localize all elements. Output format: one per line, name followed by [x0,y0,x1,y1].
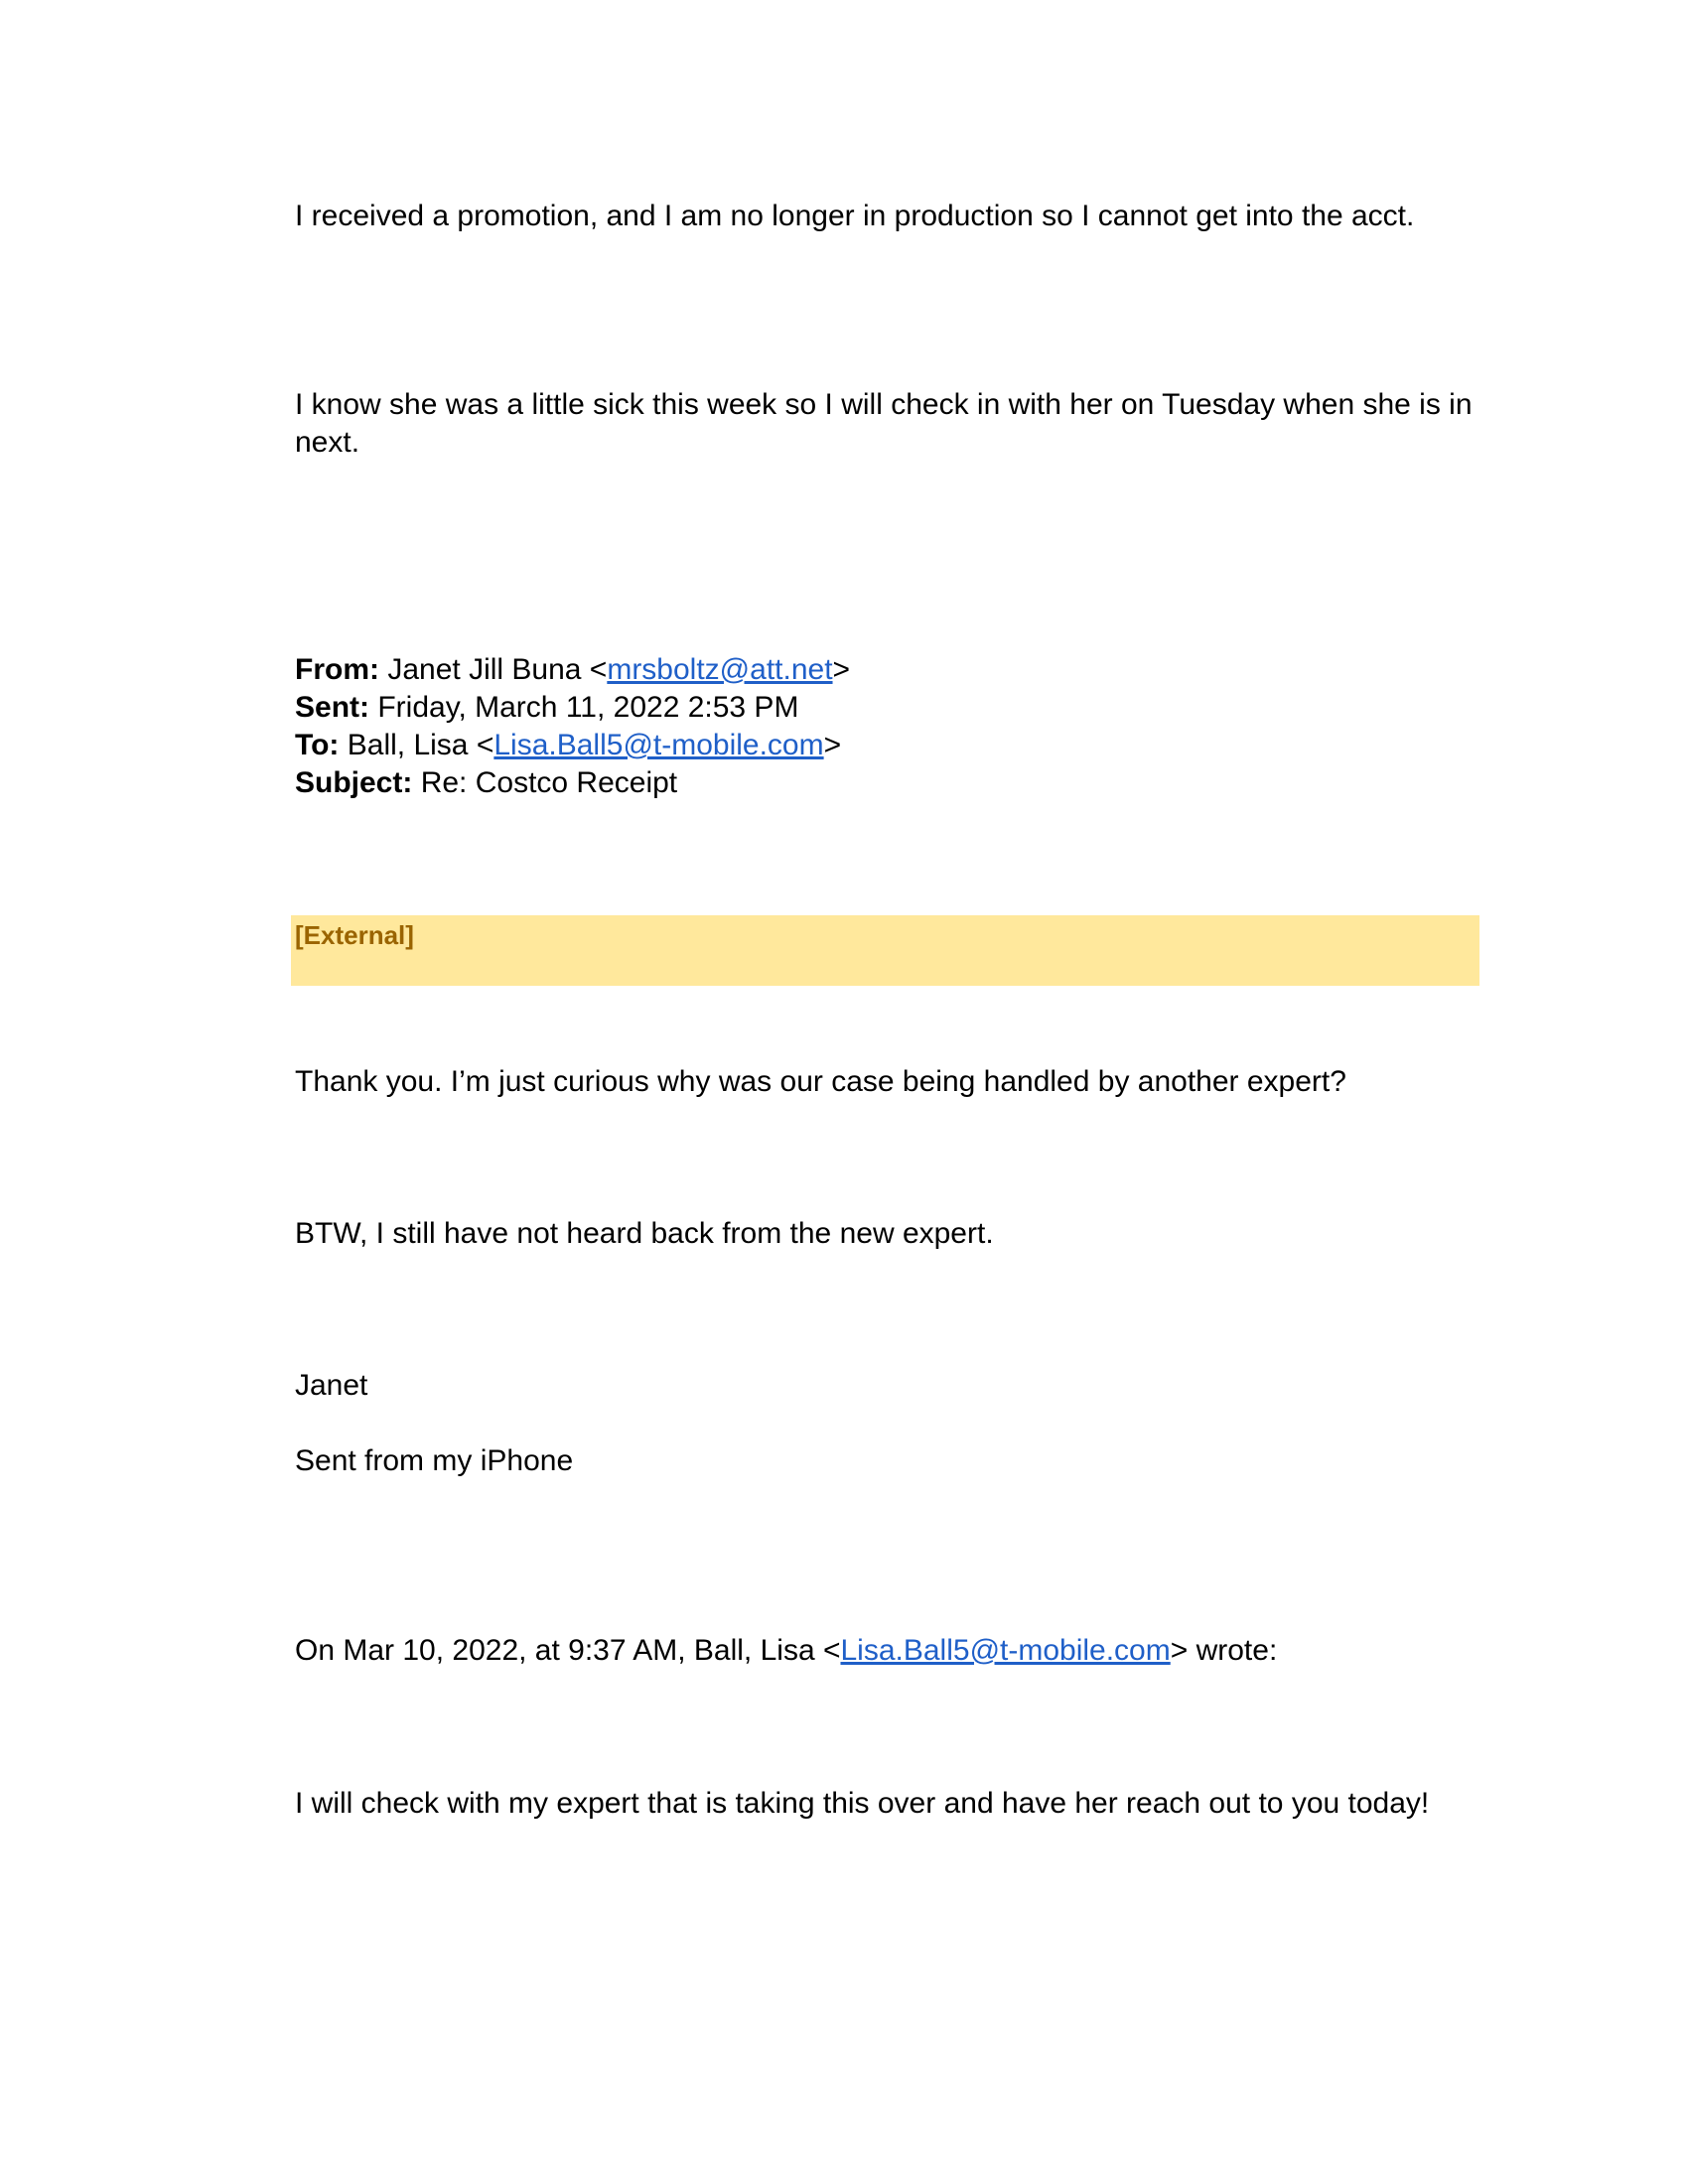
sent-value: Friday, March 11, 2022 2:53 PM [377,691,799,724]
message-line-btw: BTW, I still have not heard back from the new expert. [295,1217,994,1250]
from-label: From: [295,653,379,686]
quoted-intro-prefix: On Mar 10, 2022, at 9:37 AM, Ball, Lisa < [295,1634,841,1667]
sent-line [295,689,1486,727]
quoted-intro [295,1632,1486,1670]
quoted-body: I will check with my expert that is taking this over and have her reach out to you today! [295,1787,1430,1820]
quoted-intro-suffix: > wrote: [1170,1634,1278,1667]
from-close: > [832,653,851,686]
from-email-link[interactable]: mrsboltz@att.net [607,653,833,686]
subject-value: Re: Costco Receipt [420,766,678,799]
to-line [295,727,1486,764]
to-name: Ball, Lisa < [347,729,494,761]
reply-paragraph-sick: I know she was a little sick this week so I will check in with her on Tuesday when she is in next. [295,388,1473,459]
from-name: Janet Jill Buna < [387,653,608,686]
quoted-email-link[interactable]: Lisa.Ball5@t-mobile.com [840,1634,1171,1667]
subject-label: Subject: [295,766,413,799]
from-line [295,651,1486,689]
subject-line [295,764,1486,802]
sent-label: Sent: [295,691,369,724]
external-banner [291,915,1479,986]
reply-paragraph-promotion: I received a promotion, and I am no longer in production so I cannot get into the acct. [295,200,1415,232]
sent-from-iphone: Sent from my iPhone [295,1444,574,1477]
external-label: [External] [295,920,414,950]
to-email-link[interactable]: Lisa.Ball5@t-mobile.com [493,729,824,761]
to-label: To: [295,729,340,761]
message-line-thanks: Thank you. I’m just curious why was our case being handled by another expert? [295,1065,1346,1098]
to-close: > [823,729,842,761]
signature: Janet [295,1369,368,1402]
